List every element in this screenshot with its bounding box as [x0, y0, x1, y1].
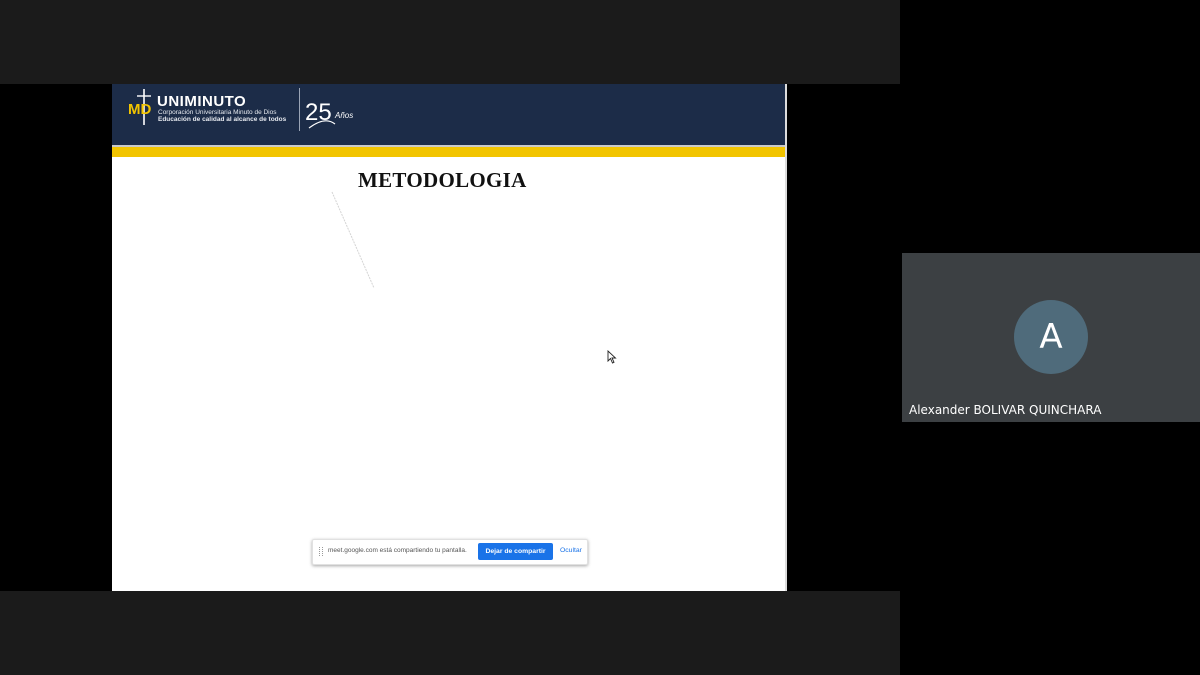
slide-title: METODOLOGIA — [358, 168, 527, 192]
brand-subtitle: Corporación Universitaria Minuto de Dios — [158, 109, 277, 116]
slide-edge — [785, 84, 787, 591]
brand-slogan: Educación de calidad al alcance de todos — [158, 116, 287, 123]
participant-tile[interactable] — [902, 253, 1200, 422]
slide-gold-stripe — [112, 147, 785, 157]
avatar: A — [1014, 300, 1088, 374]
shared-slide — [112, 84, 787, 591]
screen-top-band — [0, 0, 900, 84]
anniversary-word: Años — [335, 111, 354, 120]
share-message: meet.google.com está compartiendo tu pantalla. — [328, 547, 467, 554]
svg-text:MD: MD — [128, 101, 152, 118]
anniversary-number: 25 — [305, 99, 332, 126]
mouse-pointer-icon — [607, 350, 617, 364]
screen-share-notification — [312, 539, 588, 565]
hide-link[interactable]: Ocultar — [560, 547, 582, 554]
drag-handle-icon[interactable] — [319, 547, 323, 556]
brand-name: UNIMINUTO — [157, 93, 247, 110]
stop-sharing-button[interactable]: Dejar de compartir — [478, 543, 553, 560]
participant-name: Alexander BOLIVAR QUINCHARA — [909, 403, 1102, 417]
logo-divider — [299, 88, 300, 131]
slide-header-bar — [112, 84, 785, 145]
md-logo-icon — [128, 88, 158, 126]
screen-bottom-band — [0, 591, 900, 675]
faint-diagonal-line — [330, 190, 380, 290]
